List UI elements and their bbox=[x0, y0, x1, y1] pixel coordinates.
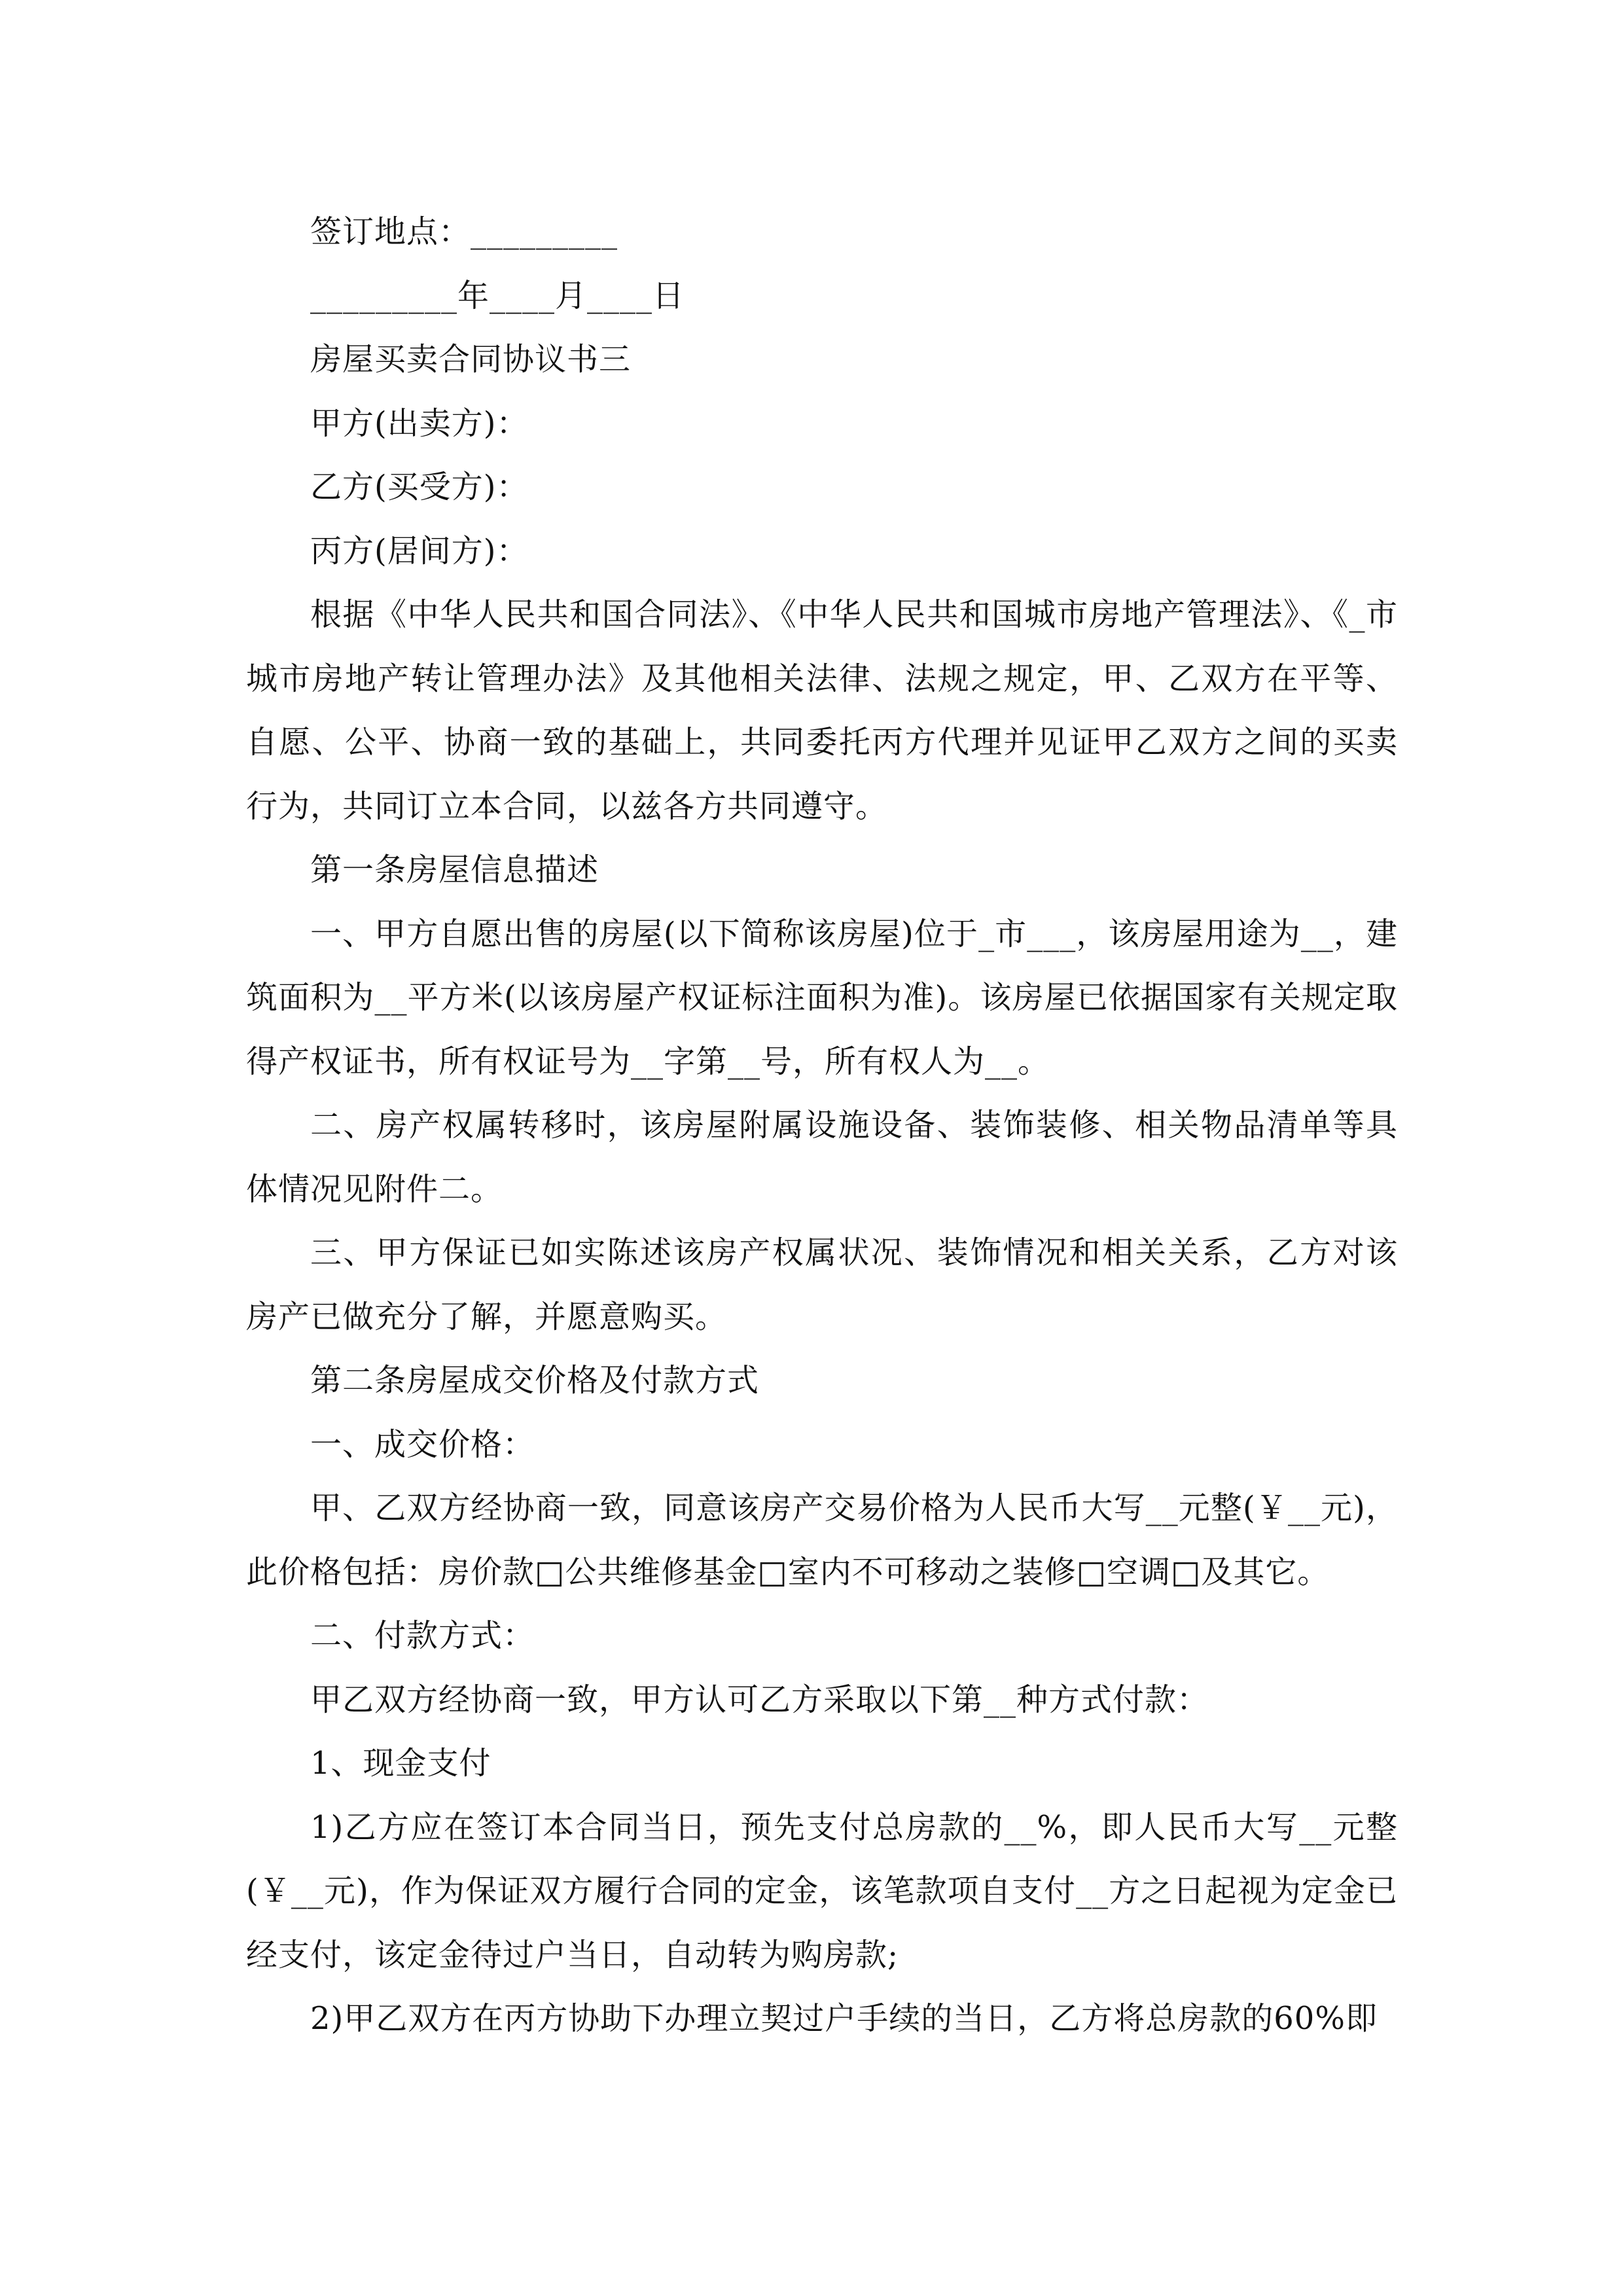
article-2-heading: 第二条房屋成交价格及付款方式 bbox=[310, 1362, 760, 1399]
price-subheading: 一、成交价格： bbox=[310, 1426, 535, 1463]
article-1-clause-2: 二、房产权属转移时，该房屋附属设施设备、装饰装修、相关物品清单等具体情况见附件二。 bbox=[246, 1107, 1398, 1208]
payment-subheading: 二、付款方式： bbox=[310, 1617, 535, 1654]
party-c-line: 丙方(居间方)： bbox=[310, 532, 529, 569]
cash-payment-item-2: 2)甲乙双方在丙方协助下办理立契过户手续的当日，乙方将总房款的60%即 bbox=[310, 2000, 1378, 2037]
preamble-paragraph: 根据《中华人民共和国合同法》、《中华人民共和国城市房地产管理法》、《_市城市房地产转让管理办法》及其他相关法律、法规之规定，甲、乙双方在平等、自愿、公平、协商一致的基础上，共同委托丙方代理并见证甲乙双方之间的买卖行为，共同订立本合同，以兹各方共同遵守。 bbox=[246, 596, 1398, 825]
date-line: _________年____月____日 bbox=[310, 277, 685, 314]
payment-method-paragraph: 甲乙双方经协商一致，甲方认可乙方采取以下第__种方式付款： bbox=[310, 1681, 1209, 1718]
article-1-clause-1: 一、甲方自愿出售的房屋(以下简称该房屋)位于_市___，该房屋用途为__，建筑面积为__平方米(以该房屋产权证标注面积为准)。该房屋已依据国家有关规定取得产权证书，所有权证号为__字第__号，所有权人为__。 bbox=[246, 915, 1398, 1080]
article-1-heading: 第一条房屋信息描述 bbox=[310, 852, 599, 888]
cash-payment-item-1: 1)乙方应在签订本合同当日，预先支付总房款的__%，即人民币大写__元整(￥__元)，作为保证双方履行合同的定金，该笔款项自支付__方之日起视为定金已经支付，该定金待过户当日，自动转为购房款; bbox=[246, 1808, 1398, 1973]
contract-title: 房屋买卖合同协议书三 bbox=[310, 341, 632, 378]
party-b-line: 乙方(买受方)： bbox=[310, 469, 529, 505]
document-body bbox=[246, 200, 1398, 2051]
signing-place-line: 签订地点：_________ bbox=[310, 213, 618, 250]
price-paragraph: 甲、乙双方经协商一致，同意该房产交易价格为人民币大写__元整(￥__元)，此价格包括：房价款□公共维修基金□室内不可移动之装修□空调□及其它。 bbox=[246, 1490, 1398, 1590]
cash-payment-heading: 1、现金支付 bbox=[310, 1745, 491, 1782]
article-1-clause-3: 三、甲方保证已如实陈述该房产权属状况、装饰情况和相关关系，乙方对该房产已做充分了解，并愿意购买。 bbox=[246, 1234, 1398, 1335]
party-a-line: 甲方(出卖方)： bbox=[310, 404, 529, 442]
